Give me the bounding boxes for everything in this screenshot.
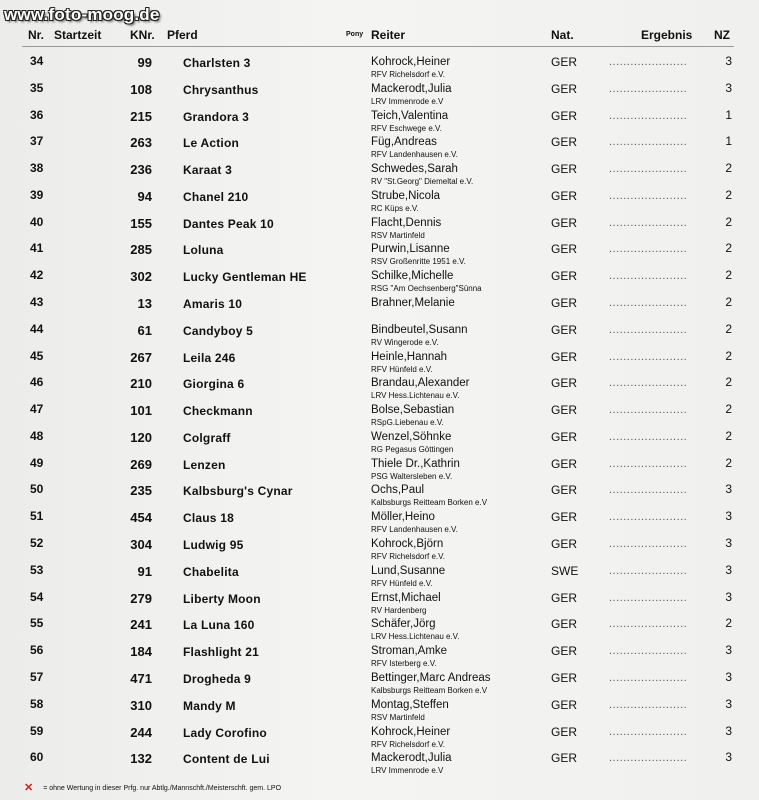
row-horse: Leila 246 (183, 350, 236, 365)
row-rider: Mackerodt,Julia (371, 82, 452, 95)
table-row (0, 106, 759, 133)
table-row (0, 668, 759, 695)
table-row (0, 266, 759, 293)
row-horse: Checkmann (183, 404, 253, 419)
table-row (0, 159, 759, 186)
row-knr: 304 (130, 537, 152, 553)
table-row (0, 507, 759, 534)
row-nr: 41 (30, 241, 44, 256)
row-club: RG Pegasus Göttingen (371, 444, 454, 454)
row-nr: 39 (30, 187, 44, 202)
row-knr: 263 (130, 135, 152, 151)
row-club: RV Hardenberg (371, 605, 427, 615)
row-horse: Loluna (183, 243, 224, 258)
row-rider: Füg,Andreas (371, 136, 437, 149)
row-nz: 3 (725, 723, 732, 738)
row-nation: GER (551, 135, 578, 150)
table-row (0, 427, 759, 454)
row-knr: 302 (130, 269, 152, 285)
row-nz: 2 (725, 161, 732, 176)
row-nr: 50 (30, 482, 44, 497)
row-rider: Stroman,Amke (371, 645, 448, 658)
row-horse: Content de Lui (183, 752, 270, 767)
table-row (0, 320, 759, 347)
row-nr: 38 (30, 161, 44, 176)
table-row (0, 695, 759, 722)
row-knr: 132 (130, 751, 152, 767)
table-row (0, 400, 759, 427)
table-row (0, 480, 759, 507)
row-nr: 60 (30, 750, 44, 765)
row-knr: 235 (130, 483, 152, 499)
row-nr: 54 (30, 589, 44, 604)
row-nz: 3 (725, 80, 732, 95)
row-nr: 49 (30, 455, 44, 470)
row-nation: GER (551, 269, 578, 284)
row-knr: 101 (130, 403, 152, 419)
row-result: ...................... (609, 216, 688, 229)
row-horse: Lenzen (183, 457, 226, 472)
row-nz: 2 (725, 428, 732, 443)
row-horse: Charlsten 3 (183, 56, 251, 70)
header-nat: Nat. (551, 28, 574, 42)
row-rider: Ernst,Michael (371, 591, 441, 604)
header-nz: NZ (714, 28, 730, 42)
row-result: ...................... (609, 56, 688, 68)
row-club: RFV Eschwege e.V. (371, 123, 442, 133)
row-knr: 241 (130, 617, 152, 633)
row-club: RFV Hünfeld e.V. (371, 364, 433, 374)
row-nation: GER (551, 81, 578, 96)
row-nz: 2 (725, 295, 732, 310)
row-nation: GER (551, 697, 578, 712)
table-row (0, 132, 759, 159)
row-nz: 3 (725, 562, 732, 577)
row-horse: Claus 18 (183, 511, 234, 526)
row-horse: Colgraff (183, 430, 231, 445)
row-nation: GER (551, 537, 578, 552)
row-nation: GER (551, 456, 578, 471)
row-rider: Brahner,Melanie (371, 297, 455, 310)
row-result: ...................... (609, 377, 688, 390)
row-knr: 244 (130, 724, 152, 740)
row-nz: 3 (725, 669, 732, 684)
row-club: RSpG.Liebenau e.V. (371, 418, 444, 428)
watermark: www.foto-moog.de (4, 5, 160, 24)
row-rider: Bindbeutel,Susann (371, 323, 468, 336)
row-club: PSG Waltersleben e.V. (371, 471, 453, 481)
row-nation: GER (551, 108, 578, 123)
row-result: ...................... (609, 564, 688, 577)
row-rider: Schwedes,Sarah (371, 163, 458, 176)
row-knr: 236 (130, 162, 152, 178)
row-result: ...................... (609, 109, 688, 122)
row-horse: Giorgina 6 (183, 377, 245, 392)
table-row (0, 347, 759, 374)
row-result: ...................... (609, 645, 688, 658)
table-row (0, 293, 759, 320)
row-knr: 94 (137, 188, 152, 204)
row-rider: Möller,Heino (371, 511, 435, 524)
row-knr: 99 (137, 55, 152, 70)
row-club: RFV Richelsdorf e.V. (371, 739, 445, 749)
row-club: RC Küps e.V. (371, 203, 419, 213)
row-nation: GER (551, 403, 578, 418)
row-rider: Montag,Steffen (371, 698, 449, 711)
row-club: RSG "Am Oechsenberg"Sünna (371, 284, 482, 294)
table-row (0, 641, 759, 668)
row-club: RFV Landenhausen e.V. (371, 525, 458, 535)
row-horse: Le Action (183, 136, 240, 151)
row-rider: Bettinger,Marc Andreas (371, 671, 491, 684)
row-nz: 2 (725, 187, 732, 202)
row-knr: 108 (130, 81, 152, 97)
row-nr: 35 (30, 80, 44, 95)
row-horse: Lucky Gentleman HE (183, 270, 307, 285)
row-nr: 59 (30, 723, 44, 738)
row-nation: GER (551, 590, 578, 605)
header-nr: Nr. (28, 28, 45, 42)
row-nr: 55 (30, 616, 44, 631)
row-result: ...................... (609, 323, 688, 336)
row-nz: 2 (725, 321, 732, 336)
row-horse: Amaris 10 (183, 297, 243, 312)
row-knr: 471 (130, 670, 152, 686)
row-nz: 3 (725, 54, 732, 68)
row-result: ...................... (609, 538, 688, 551)
row-knr: 215 (130, 108, 152, 124)
row-nr: 52 (30, 536, 44, 551)
row-club: RFV Richelsdorf e.V. (371, 70, 445, 79)
row-nation: GER (551, 349, 578, 364)
row-club: LRV Immenrode e.V (371, 96, 444, 106)
row-nz: 3 (725, 482, 732, 497)
row-nr: 56 (30, 643, 44, 658)
row-nr: 53 (30, 562, 44, 577)
row-rider: Ochs,Paul (371, 484, 425, 497)
row-result: ...................... (609, 698, 688, 711)
table-row (0, 588, 759, 615)
row-nation: GER (551, 751, 578, 766)
row-rider: Lund,Susanne (371, 564, 446, 577)
row-nr: 46 (30, 375, 44, 390)
row-club: RFV Hünfeld e.V. (371, 578, 433, 588)
row-nation: GER (551, 617, 578, 632)
row-result: ...................... (609, 270, 688, 283)
row-nation: SWE (551, 563, 579, 578)
row-nz: 2 (725, 375, 732, 390)
row-nz: 3 (725, 536, 732, 551)
row-club: LRV Hess.Lichtenau e.V. (371, 391, 460, 401)
row-nation: GER (551, 188, 578, 203)
row-horse: Dantes Peak 10 (183, 216, 274, 231)
header-reiter: Reiter (371, 28, 406, 42)
row-nz: 3 (725, 750, 732, 765)
row-nation: GER (551, 322, 578, 337)
row-result: ...................... (609, 618, 688, 631)
row-result: ...................... (609, 671, 688, 684)
row-horse: Chanel 210 (183, 189, 249, 204)
row-knr: 91 (137, 563, 152, 579)
row-result: ...................... (609, 511, 688, 524)
header-divider (22, 46, 734, 47)
row-rider: Schilke,Michelle (371, 270, 454, 283)
table-row (0, 614, 759, 641)
row-rider: Kohrock,Björn (371, 538, 444, 551)
row-rider: Thiele Dr.,Kathrin (371, 457, 460, 470)
row-nr: 48 (30, 428, 44, 443)
row-nr: 58 (30, 696, 44, 711)
row-nation: GER (551, 242, 578, 257)
row-nz: 2 (725, 455, 732, 470)
row-result: ...................... (609, 82, 688, 95)
row-rider: Kohrock,Heiner (371, 56, 451, 68)
row-horse: Grandora 3 (183, 109, 250, 124)
row-horse: Karaat 3 (183, 163, 232, 178)
row-knr: 279 (130, 590, 152, 606)
row-nation: GER (551, 215, 578, 230)
row-club: Kalbsburgs Reitteam Borken e.V (371, 498, 488, 508)
row-horse: Chabelita (183, 564, 239, 579)
row-horse: Lady Corofino (183, 725, 267, 740)
row-club: LRV Hess.Lichtenau e.V. (371, 632, 460, 642)
row-nz: 3 (725, 643, 732, 658)
row-club: Kalbsburgs Reitteam Borken e.V (371, 685, 488, 695)
row-rider: Heinle,Hannah (371, 350, 448, 363)
row-result: ...................... (609, 350, 688, 363)
row-rider: Teich,Valentina (371, 109, 449, 122)
row-club: RFV Richelsdorf e.V. (371, 552, 445, 562)
row-club: RFV Isterberg e.V. (371, 659, 437, 669)
row-nz: 3 (725, 589, 732, 604)
row-result: ...................... (609, 430, 688, 443)
row-result: ...................... (609, 243, 688, 256)
row-rider: Wenzel,Söhnke (371, 430, 452, 443)
row-horse: Drogheda 9 (183, 671, 252, 686)
row-nr: 47 (30, 402, 44, 417)
header-ergebnis: Ergebnis (641, 28, 693, 42)
table-row (0, 534, 759, 561)
header-startzeit: Startzeit (54, 28, 102, 42)
row-nr: 44 (30, 321, 44, 336)
row-nr: 57 (30, 669, 44, 684)
table-row (0, 454, 759, 481)
row-nation: GER (551, 376, 578, 391)
header-pferd: Pferd (167, 28, 198, 42)
row-club: LRV Immenrode e.V (371, 766, 444, 776)
row-club: RV "St.Georg" Diemeltal e.V. (371, 177, 474, 187)
row-knr: 120 (130, 429, 152, 445)
table-row (0, 373, 759, 400)
row-nation: GER (551, 670, 578, 685)
row-knr: 267 (130, 349, 152, 365)
row-rider: Schäfer,Jörg (371, 618, 436, 631)
row-nz: 3 (725, 509, 732, 524)
row-rider: Purwin,Lisanne (371, 243, 450, 256)
row-nr: 43 (30, 295, 44, 310)
row-nz: 2 (725, 214, 732, 229)
row-horse: La Luna 160 (183, 618, 255, 633)
row-nz: 1 (725, 134, 732, 149)
row-nation: GER (551, 483, 578, 498)
table-row (0, 52, 759, 79)
row-nz: 1 (725, 107, 732, 122)
row-nr: 45 (30, 348, 44, 363)
row-nation: GER (551, 162, 578, 177)
row-horse: Candyboy 5 (183, 323, 254, 338)
cross-icon: ✕ (24, 782, 34, 794)
row-horse: Flashlight 21 (183, 645, 259, 660)
row-nr: 36 (30, 107, 44, 122)
row-horse: Ludwig 95 (183, 538, 244, 553)
row-result: ...................... (609, 297, 688, 310)
row-rider: Kohrock,Heiner (371, 725, 451, 738)
row-result: ...................... (609, 189, 688, 202)
table-row (0, 213, 759, 240)
row-horse: Kalbsburg's Cynar (183, 484, 293, 499)
row-nz: 2 (725, 348, 732, 363)
row-club: RV Wingerode e.V. (371, 337, 439, 347)
row-nation: GER (551, 429, 578, 444)
row-knr: 285 (130, 242, 152, 258)
row-nr: 37 (30, 134, 44, 149)
row-horse: Mandy M (183, 698, 236, 713)
row-knr: 269 (130, 456, 152, 472)
row-knr: 454 (130, 510, 152, 526)
row-rider: Strube,Nicola (371, 189, 441, 202)
table-row (0, 722, 759, 749)
row-club: RSV Martinfeld (371, 712, 425, 722)
row-result: ...................... (609, 136, 688, 149)
row-club: RSV Martinfeld (371, 230, 425, 240)
row-nz: 2 (725, 241, 732, 256)
row-horse: Liberty Moon (183, 591, 261, 606)
row-rider: Mackerodt,Julia (371, 752, 452, 765)
table-row (0, 561, 759, 588)
footer-legend (24, 781, 281, 794)
row-nz: 2 (725, 616, 732, 631)
row-horse: Chrysanthus (183, 82, 259, 97)
row-nz: 2 (725, 402, 732, 417)
row-rider: Bolse,Sebastian (371, 404, 455, 417)
header-pony: Pony (346, 31, 364, 38)
table-row (0, 186, 759, 213)
row-nation: GER (551, 55, 578, 69)
row-nation: GER (551, 510, 578, 525)
row-nation: GER (551, 296, 578, 311)
row-result: ...................... (609, 725, 688, 738)
table-row (0, 239, 759, 266)
row-knr: 61 (137, 322, 152, 338)
row-nr: 34 (30, 54, 44, 68)
legend-text: = ohne Wertung in dieser Prfg. nur Abtlg./Mannschft./Meisterschft. gem. LPO (43, 785, 282, 792)
row-nr: 51 (30, 509, 44, 524)
row-nation: GER (551, 724, 578, 739)
row-result: ...................... (609, 457, 688, 470)
row-result: ...................... (609, 484, 688, 497)
row-knr: 184 (130, 644, 152, 660)
row-nz: 3 (725, 696, 732, 711)
row-knr: 310 (130, 697, 152, 713)
row-rider: Brandau,Alexander (371, 377, 470, 390)
row-nation: GER (551, 644, 578, 659)
row-knr: 210 (130, 376, 152, 392)
row-result: ...................... (609, 752, 688, 765)
table-row (0, 748, 759, 775)
row-club: RSV Großenritte 1951 e.V. (371, 257, 466, 267)
row-club: RFV Landenhausen e.V. (371, 150, 458, 160)
row-result: ...................... (609, 591, 688, 604)
header-knr: KNr. (130, 28, 155, 42)
row-knr: 13 (137, 296, 152, 312)
row-result: ...................... (609, 404, 688, 417)
row-knr: 155 (130, 215, 152, 231)
table-row (0, 79, 759, 106)
row-rider: Flacht,Dennis (371, 216, 442, 229)
row-result: ...................... (609, 163, 688, 176)
row-nr: 42 (30, 268, 44, 283)
row-nr: 40 (30, 214, 44, 229)
row-nz: 2 (725, 268, 732, 283)
